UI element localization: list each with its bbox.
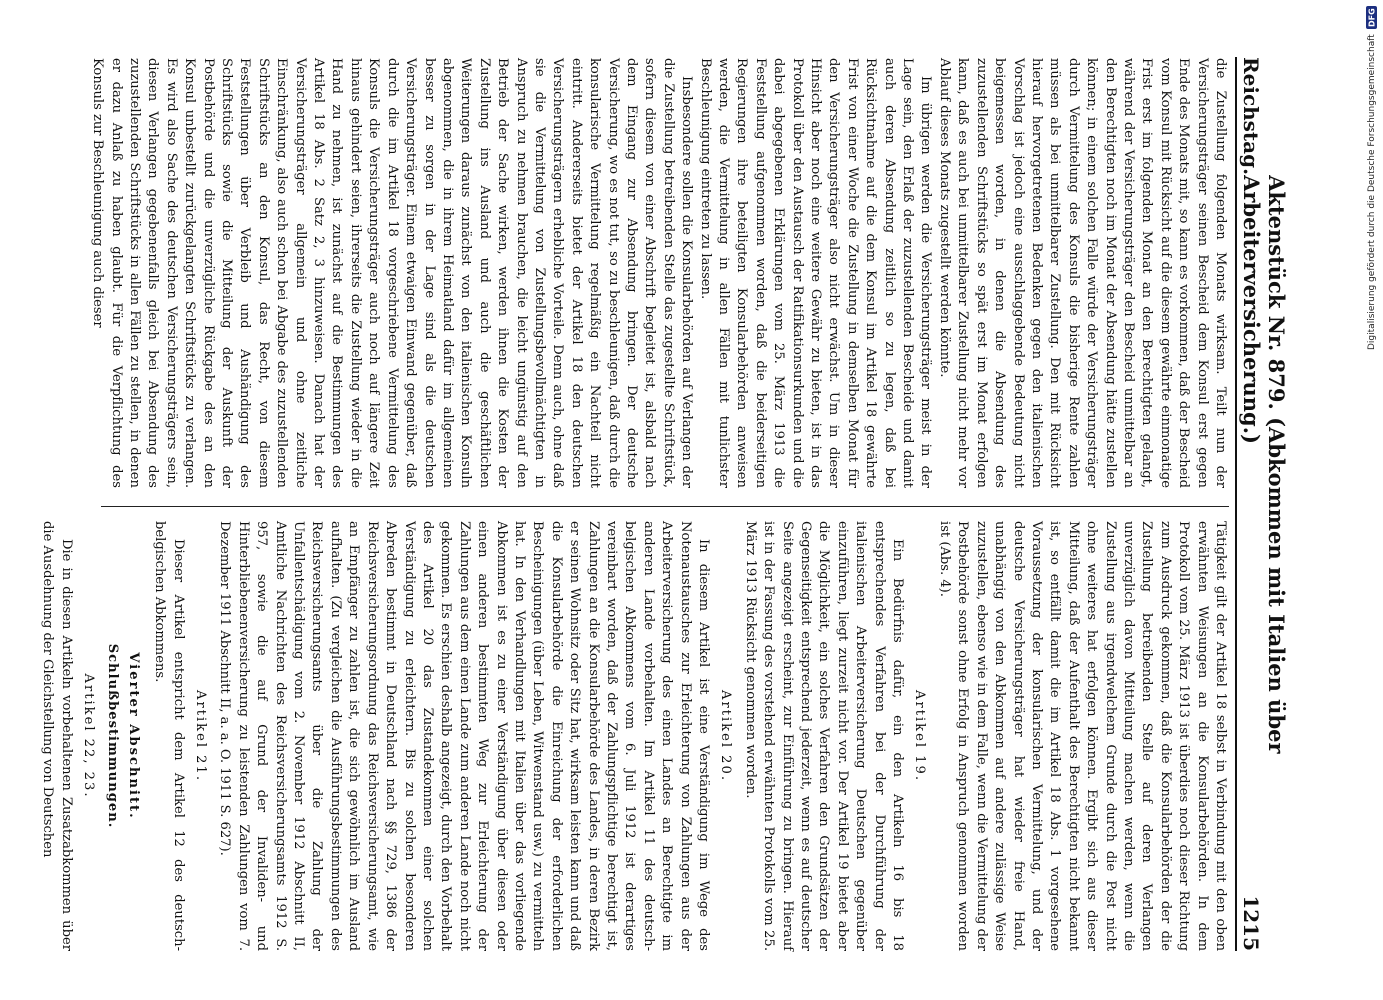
left-paragraph-2: Im übrigen werden die Versicherungsträger meist in der Lage sein, den Erlaß der zuzustellenden Bescheide und damit auch deren Absendung zeitlich so zu legen, daß bei Rücksichtnahme auf die dem Konsul im Artikel 18 gewährte Frist von einer Woche die Zustellung in demselben Monat für den Versicherungsträger also nicht erwächst. Um in dieser Hinsicht aber noch eine weitere Gewähr zu bieten, ist in das Protokoll über den Austausch der Ratifikationsurkunden und die dabei abgegebenen Erklärungen vom 25. März 1913 die Feststellung aufgenommen worden, daß die beiderseitigen Regierungen ihre beteiligten Konsularbehörden anweisen werden, die Vermittelung in allen Fällen mit tunlichster Beschleunigung eintreten zu lassen. — [697, 58, 934, 488]
left-paragraph-1: die Zustellung folgenden Monats wirksam. Teilt nun der Versicherungsträger seinen Bescheid dem Konsul erst gegen Ende des Monats mit, so kann es vorkommen, daß der Bescheid vom Konsul mit Rücksicht auf die diesem gewährte einmonatige Frist erst im folgenden Monat an den Berechtigten gelangt, während der Versicherungsträger den Bescheid unmittelbar an den Berechtigten noch im Monat der Absendung hätte zustellen können; in einem solchen Falle würde der Versicherungsträger durch Vermittelung des Konsuls die bisherige Rente zahlen müssen als bei unmittelbarer Zustellung. Den mit Rücksicht hierauf hervorgetretenen Bedenken gegen den italienischen Vorschlag ist jedoch eine ausschlaggebende Bedeutung nicht beigemessen worden, in denen die Absendung des zuzustellenden Schriftstücks so spät erst im Monat erfolgen kann, daß es auch bei unmittelbarer Zustellung nicht mehr vor Ablauf dieses Monats zugestellt werden könnte. — [936, 58, 1228, 488]
article-22-23-text: Die in diesen Artikeln vorbehaltenen Zusatzabkommen über die Ausdehnung der Gleichstellung von Deutschen — [40, 521, 74, 951]
left-paragraph-3: Insbesondere sollen die Konsularbehörden auf Verlangen der die Zustellung betreibenden Stelle das zugestellte Schriftstück, sofern diesem von einer Abschrift begleitet ist, alsbald nach dem Eingang zur Absendung bringen. Der deutsche Versicherung, wo es not tut, so zu beschleunigen, daß durch die konsularische Vermittelung regelmäßig ein Nachteil nicht eintritt. Andererseits bietet der Artikel 18 den deutschen Versicherungsträgern erhebliche Vorteile. Denn auch, ohne daß sie die Vermittelung von Zustellungsbevollmächtigten in Anspruch zu nehmen brauchen, die leicht ungünstig auf den Betrieb der Sache wirken, werden ihnen die Kosten der Zustellung ins Ausland und auch die geschäftlichen Weiterungen daraus zunächst von den italienischen Konsuln abgenommen, die in ihrem Heimatland dafür im allgemeinen besser zu sorgen in der Lage sind als die deutschen Versicherungsträger. Einem etwaigen Einwand gegenüber, daß durch die im Artikel 18 vorgeschriebene Vermittelung des Konsuls die Versicherungsträger auch noch auf längere Zeit hinaus gehindert seien, ihrerseits die Zustellung wieder in die Hand zu nehmen, ist zunächst auf die Bestimmungen des Artikel 18 Abs. 2 Satz 2, 3 hinzuweisen. Danach hat der Versicherungsträger allgemein und ohne zeitliche Einschränkung, also auch schon bei Abgabe des zuzustellenden Schriftstücks an den Konsul, das Recht, von diesem Feststellungen über Verbleib und Aushändigung des Schriftstücks sowie die Mitteilung der Auskunft der Postbehörde und die unverzügliche Rückgabe des an den Konsul unbestellt zurückgelangten Schriftstücks zu verlangen. Es wird also Sache des deutschen Versicherungsträgers sein, diesen Verlangen gegebenenfalls gleich bei Absendung des zuzustellenden Schriftstücks in allen Fällen zu stellen, in denen er dazu Anlaß zu haben glaubt. Für die Verpflichtung des Konsuls zur Beschleunigung auch dieser — [90, 58, 695, 488]
article-21-text: Dieser Artikel entspricht dem Artikel 12 des deutsch-belgischen Abkommens. — [152, 521, 186, 951]
section-heading: Vierter Abschnitt. — [125, 652, 141, 820]
left-column — [90, 57, 1229, 488]
article-19-heading: Artikel 19. — [912, 689, 928, 783]
page-header — [1235, 57, 1289, 951]
digitization-text: Digitalisierung gefördert durch die Deutsche Forschungsgemeinschaft — [1367, 34, 1377, 351]
text-columns — [40, 57, 1229, 951]
article-20-text: In diesem Artikel ist eine Verständigung im Wege des Notenaustausches zur Erleichterung von Zahlungen aus der Arbeiterversicherung des einen Landes an Berechtigte im anderen Lande vorbehalten. Im Artikel 11 des deutsch-belgischen Abkommens vom 6. Juli 1912 ist derartiges vereinbart worden, daß der Zahlungspflichtige berechtigt ist, Zahlungen an die Konsularbehörde des Landes, in deren Bezirk er seinen Wohnsitz oder Sitz hat, wirksam leisten kann und daß die Konsularbehörde die Einreichung der erforderlichen Bescheinigungen (über Leben, Witwenstand usw.) zu vermitteln hat. In den Verhandlungen mit Italien über das vorliegende Abkommen ist es zu einer Verständigung über diesen oder einen anderen bestimmten Weg zur Erleichterung der Zahlungen aus dem einen Lande zum anderen Lande noch nicht gekommen. Es erschien deshalb angezeigt, durch den Vorbehalt des Artikel 20 das Zustandekommen einer solchen Verständigung zu erleichtern. Bis zu solchen besonderen Abreden bestimmt in Deutschland nach §§ 729, 1386 der Reichsversicherungsordnung das Reichsversicherungsamt, wie an Empfänger zu zahlen ist, die sich gewöhnlich im Ausland aufhalten. (Zu vergleichen die Ausführungsbestimmungen des Reichsversicherungsamts über die Zahlung der Unfallentschädigung vom 2. November 1912 Abschnitt II, Amtliche Nachrichten des Reichsversicherungsamts 1912 S. 957, sowie die auf Grund der Invaliden- und Hinterbliebenenversicherung zu leistenden Zahlungen vom 7. Dezember 1911 Abschnitt II, a. a. O. 1911 S. 627). — [217, 521, 712, 951]
document-page — [40, 35, 1291, 965]
section-subheading: Schlußbestimmungen. — [105, 643, 121, 829]
article-22-23-heading: Artikel 22, 23. — [81, 673, 97, 799]
digitization-note — [1365, 6, 1379, 626]
page-number: 1215 — [1239, 895, 1263, 951]
right-column — [40, 506, 1229, 951]
right-paragraph-1: Tätigkeit gilt der Artikel 18 selbst in Verbindung mit den oben erwähnten Weisungen an die Konsularbehörden. In dem Protokoll vom 25. März 1913 ist überdies noch dieser Richtung zum Ausdruck gekommen, daß die Konsularbehörden der die Zustellung betreibenden Stelle auf deren Verlangen unverzüglich davon Mitteilung machen werden, wenn die Zustellung aus irgendwelchem Grunde durch die Post nicht ohne weiteres hat erfolgen können. Ergibt sich aus dieser Mitteilung, daß der Aufenthalt des Berechtigten nicht bekannt ist, so entfällt damit die im Artikel 18 Abs. 1 vorgesehene Voraussetzung der konsularischen Vermittelung, und der deutsche Versicherungsträger hat wieder freie Hand, unabhängig von den Abkommen auf andere zulässige Weise zuzustellen, ebenso wie in dem Falle, wenn die Vermittelung der Postbehörde sonst ohne Erfolg in Anspruch genommen worden ist (Abs. 4). — [936, 521, 1228, 951]
dfg-logo: DFG — [1367, 8, 1377, 27]
header-left: Reichstag. — [1239, 57, 1263, 176]
article-21-heading: Artikel 21. — [193, 689, 209, 783]
article-20-heading: Artikel 20. — [718, 689, 734, 783]
article-19-text: Ein Bedürfnis dafür, ein den Artikeln 16 bis 18 entsprechendes Verfahren bei der Durchführung der italienischen Arbeiterversicherung Deutschen gegenüber einzuführen, liegt zurzeit nicht vor. Der Artikel 19 bietet aber die Möglichkeit, ein solches Verfahren den Grundsätzen der Gegenseitigkeit entsprechend jederzeit, wenn es auf deutscher Seite angezeigt erscheint, zur Einführung zu bringen. Hierauf ist in der Fassung des vorstehend erwähnten Protokolls vom 25. März 1913 Rücksicht genommen worden. — [742, 521, 906, 951]
header-title: Aktenstück Nr. 879. (Abkommen mit Italien über Arbeiterversicherung.) — [1239, 175, 1289, 754]
